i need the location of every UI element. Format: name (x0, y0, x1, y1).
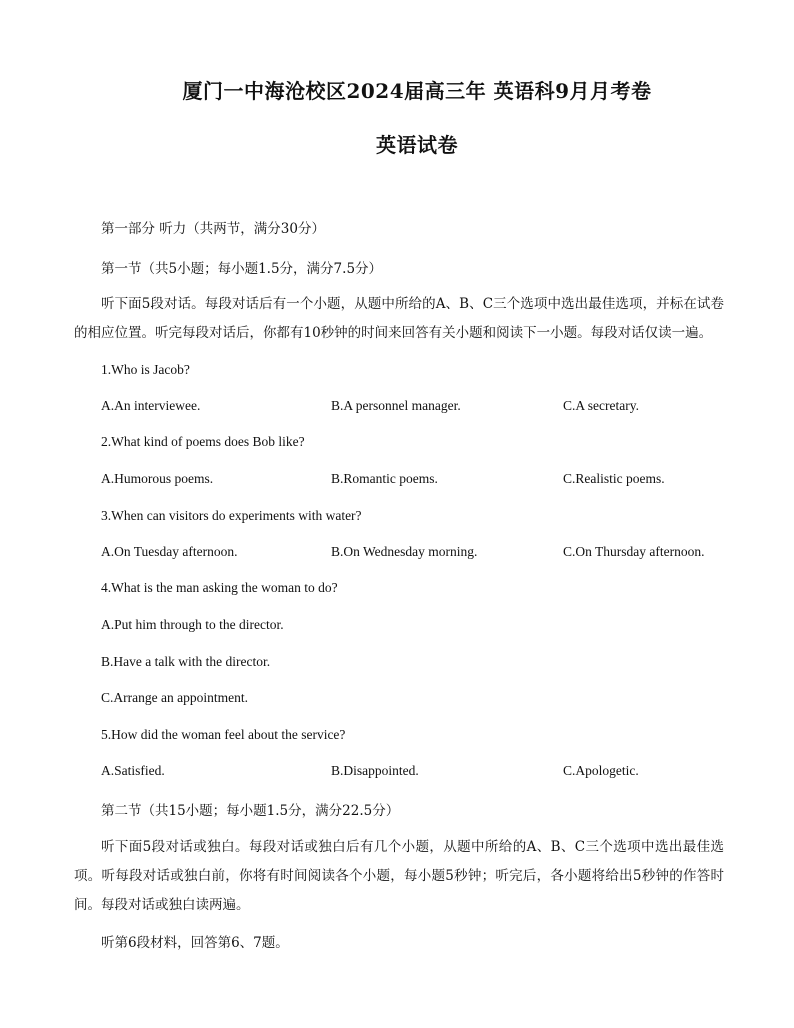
question-1-stem: 1.Who is Jacob? (101, 362, 190, 377)
question-4-option-a: A.Put him through to the director. (101, 617, 284, 632)
section2-heading: 第二节（共15小题；每小题1.5分，满分22.5分） (101, 803, 400, 819)
question-2-option-b: B.Romantic poems. (331, 471, 438, 486)
material-6-note: 听第6段材料，回答第6、7题。 (101, 935, 289, 951)
question-4-option-c: C.Arrange an appointment. (101, 690, 248, 705)
question-5-option-a: A.Satisfied. (101, 763, 165, 778)
question-2-option-a: A.Humorous poems. (101, 471, 214, 486)
question-4-option-b: B.Have a talk with the director. (101, 654, 271, 669)
question-2-stem: 2.What kind of poems does Bob like? (101, 434, 305, 449)
exam-subtitle: 英语试卷 (376, 133, 458, 157)
question-3-stem: 3.When can visitors do experiments with water? (101, 508, 362, 523)
question-4-stem: 4.What is the man asking the woman to do? (101, 580, 338, 595)
section1-heading: 第一节（共5小题；每小题1.5分，满分7.5分） (101, 261, 383, 277)
question-5-option-c: C.Apologetic. (563, 763, 639, 778)
question-1-option-c: C.A secretary. (563, 398, 639, 413)
question-2-option-c: C.Realistic poems. (563, 471, 665, 486)
section1-instructions: 听下面5段对话。每段对话后有一个小题，从题中所给的A、B、C三个选项中选出最佳选项，并标在试卷的相应位置。听完每段对话后，你都有10秒钟的时间来回答有关小题和阅读下一小题。每段对话仅读一遍。 (74, 296, 724, 341)
question-1-option-a: A.An interviewee. (101, 398, 201, 413)
question-3-option-c: C.On Thursday afternoon. (563, 544, 705, 559)
question-5-option-b: B.Disappointed. (331, 763, 419, 778)
question-1-option-b: B.A personnel manager. (331, 398, 461, 413)
question-3-option-b: B.On Wednesday morning. (331, 544, 478, 559)
question-3-option-a: A.On Tuesday afternoon. (101, 544, 238, 559)
section2-instructions: 听下面5段对话或独白。每段对话或独白后有几个小题，从题中所给的A、B、C三个选项中选出最佳选项。听每段对话或独白前，你将有时间阅读各个小题，每小题5秒钟；听完后，各小题将给出5秒钟的作答时间。每段对话或独白读两遍。 (74, 839, 724, 913)
question-5-stem: 5.How did the woman feel about the service? (101, 727, 346, 742)
exam-title: 厦门一中海沧校区2024届高三年 英语科9月月考卷 (182, 79, 652, 103)
part1-heading: 第一部分 听力（共两节，满分30分） (101, 221, 325, 237)
